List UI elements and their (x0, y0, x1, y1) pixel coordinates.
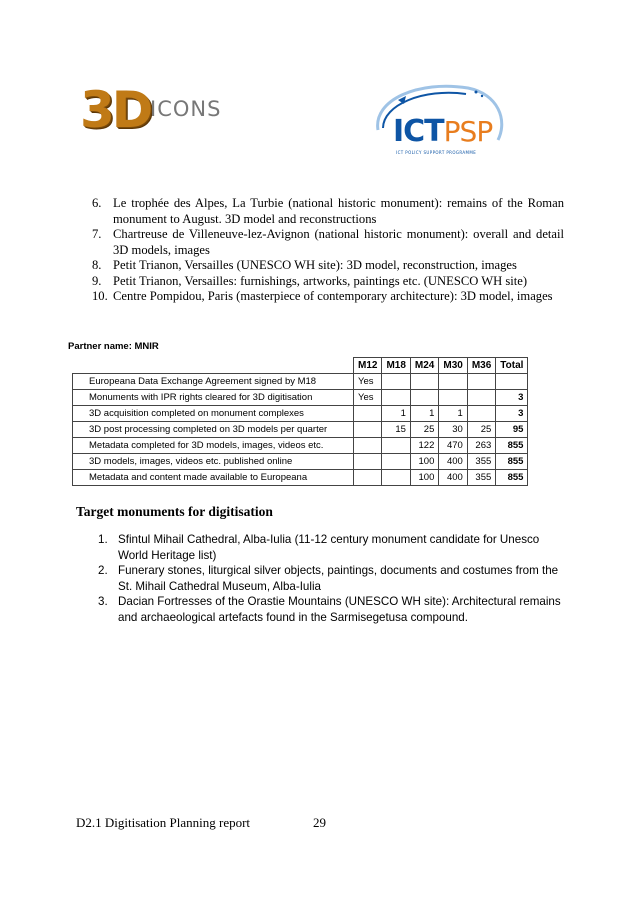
table-cell: 400 (439, 454, 467, 470)
footer-doc-title: D2.1 Digitisation Planning report (76, 815, 251, 830)
table-cell: 95 (496, 422, 528, 438)
section-title: Target monuments for digitisation (76, 504, 273, 519)
table-cell: 100 (410, 470, 438, 486)
table-cell: 100 (410, 454, 438, 470)
table-cell: 3 (496, 390, 528, 406)
logo-ict-word: ICTPSP (393, 114, 493, 149)
table-cell: 855 (496, 454, 528, 470)
list-item: 8. Petit Trianon, Versailles (UNESCO WH site): 3D model, reconstruction, images (92, 258, 517, 272)
list-item: 6. Le trophée des Alpes, La Turbie (national historic monument): remains of the Roman monument to August. 3D model and reconstructions (92, 196, 564, 226)
table-cell: 263 (467, 438, 495, 454)
table-cell: 1 (382, 406, 410, 422)
table-row (73, 406, 528, 422)
column-header: M30 (439, 358, 467, 374)
table-cell: 355 (467, 454, 495, 470)
list-item: 10. Centre Pompidou, Paris (masterpiece of contemporary architecture): 3D model, images (92, 289, 553, 303)
table-cell: 15 (382, 422, 410, 438)
list-item: 7. Chartreuse de Villeneuve-lez-Avignon (national historic monument): overall and detail 3D models, images (92, 227, 564, 257)
table-cell: 470 (439, 438, 467, 454)
column-header: M24 (410, 358, 438, 374)
table-cell (354, 406, 382, 422)
table-cell (382, 390, 410, 406)
column-header: M12 (354, 358, 382, 374)
list-item: 1. Sfintul Mihail Cathedral, Alba-Iulia (11-12 century monument candidate for Unesco World Heritage list) (98, 533, 540, 562)
table-cell: 25 (467, 422, 495, 438)
table-cell (354, 470, 382, 486)
table-cell: 30 (439, 422, 467, 438)
table-cell (467, 406, 495, 422)
table-row (73, 454, 528, 470)
table-row (73, 374, 528, 390)
table-cell: 855 (496, 470, 528, 486)
table-cell: 1 (439, 406, 467, 422)
table-cell (496, 374, 528, 390)
table-cell (382, 470, 410, 486)
table-cell (467, 374, 495, 390)
logo-icons-word: ICONS (150, 97, 222, 121)
logo-3d-mark: 3D (80, 81, 151, 139)
table-cell (439, 374, 467, 390)
ictpsp-logo (358, 70, 516, 165)
table-row (73, 470, 528, 486)
table-row (73, 390, 528, 406)
table-cell: Yes (354, 390, 382, 406)
table-cell: Yes (354, 374, 382, 390)
row-label: 3D post processing completed on 3D models per quarter (73, 422, 354, 438)
table-row (73, 438, 528, 454)
table-cell (354, 454, 382, 470)
table-cell: 3 (496, 406, 528, 422)
page-number: 29 (313, 815, 326, 830)
table-cell: 122 (410, 438, 438, 454)
table-cell (382, 374, 410, 390)
list-item: 3. Dacian Fortresses of the Orastie Mountains (UNESCO WH site): Architectural remains and archaeological artefacts found in the Sarmisegetusa compound. (98, 595, 561, 624)
table-cell (439, 390, 467, 406)
row-label: Metadata completed for 3D models, images, videos etc. (73, 438, 354, 454)
partner-name: Partner name: MNIR (68, 341, 159, 352)
row-label: Metadata and content made available to Europeana (73, 470, 354, 486)
table-cell (382, 454, 410, 470)
column-header: Total (496, 358, 528, 374)
table-header-row (73, 358, 528, 374)
table-cell: 855 (496, 438, 528, 454)
logo-ict-subtitle: ICT POLICY SUPPORT PROGRAMME (396, 150, 477, 155)
table-cell: 400 (439, 470, 467, 486)
list-item: 9. Petit Trianon, Versailles: furnishings, artworks, paintings etc. (UNESCO WH site) (92, 273, 528, 288)
page-footer (76, 815, 326, 831)
row-label: Europeana Data Exchange Agreement signed by M18 (73, 374, 354, 390)
table-cell: 1 (410, 406, 438, 422)
column-header: M18 (382, 358, 410, 374)
target-monuments-list (98, 532, 568, 625)
row-label: 3D models, images, videos etc. published online (73, 454, 354, 470)
row-label: 3D acquisition completed on monument complexes (73, 406, 354, 422)
monument-list-france (92, 196, 564, 305)
table-cell (410, 390, 438, 406)
milestone-table (72, 357, 528, 486)
table-cell (382, 438, 410, 454)
table-cell (354, 438, 382, 454)
table-cell (467, 390, 495, 406)
column-header: M36 (467, 358, 495, 374)
table-cell (410, 374, 438, 390)
list-item: 2. Funerary stones, liturgical silver objects, paintings, documents and costumes from the St. Mihail Cathedral Museum, Alba-Iulia (98, 564, 559, 593)
row-label: Monuments with IPR rights cleared for 3D digitisation (73, 390, 354, 406)
table-cell: 25 (410, 422, 438, 438)
table-row (73, 422, 528, 438)
table-cell (354, 422, 382, 438)
table-cell: 355 (467, 470, 495, 486)
